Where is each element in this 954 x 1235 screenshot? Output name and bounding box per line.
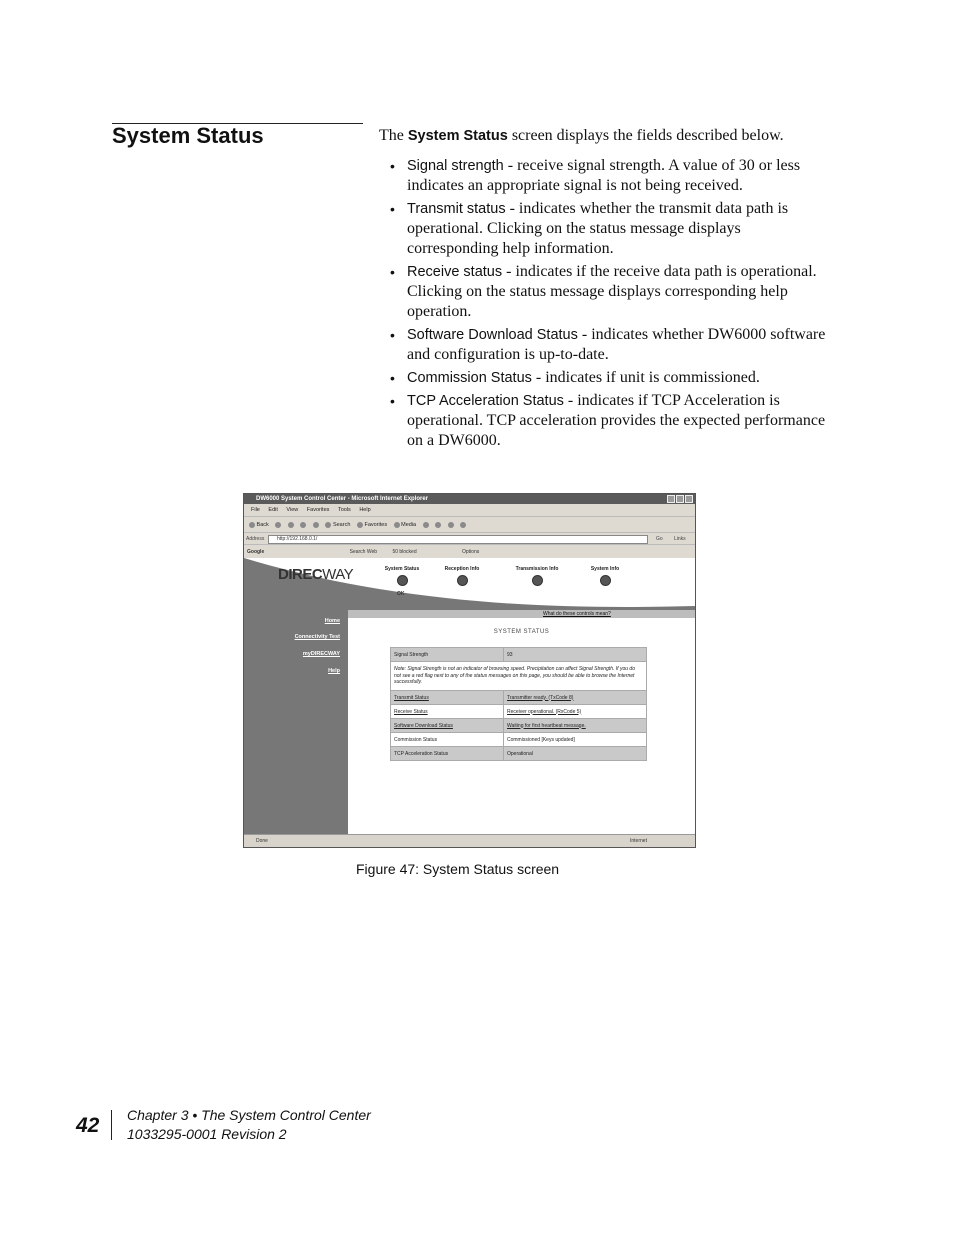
commission-status-label: Commission Status [391, 733, 504, 747]
search-button[interactable]: Search [332, 522, 351, 528]
nav-link-help[interactable]: Help [328, 668, 340, 674]
receive-status-value[interactable]: Receiver operational. (RxCode 5) [504, 705, 647, 719]
forward-icon[interactable] [275, 522, 281, 528]
nav-label: Reception Info [444, 566, 480, 572]
intro-term: System Status [407, 128, 508, 144]
nav-transmission-info[interactable] [507, 566, 567, 586]
field-description: - indicates whether DW6000 software and configuration is up-to-date. [407, 326, 826, 363]
google-toolbar [244, 544, 695, 559]
nav-system-status[interactable] [372, 566, 432, 586]
menu-edit[interactable]: Edit [268, 507, 278, 513]
favorites-icon[interactable] [357, 522, 363, 528]
help-link[interactable]: What do these controls mean? [543, 611, 611, 617]
page-banner [244, 558, 695, 610]
menu-view[interactable]: View [286, 507, 299, 513]
intro-paragraph [379, 126, 784, 146]
menu-help[interactable]: Help [359, 507, 371, 513]
transmit-status-label[interactable]: Transmit Status [391, 691, 504, 705]
table-row [391, 705, 647, 719]
home-icon[interactable] [313, 522, 319, 528]
signal-strength-value: 93 [504, 648, 647, 662]
field-term: Signal strength [407, 158, 504, 174]
bullet-dot: • [390, 201, 395, 217]
nav-label: System Info [590, 566, 620, 572]
field-description: - indicates if the receive data path is operational. Clicking on the status message displays corresponding help operation. [407, 263, 817, 320]
status-light-icon [397, 575, 408, 586]
receive-status-label[interactable]: Receive Status [391, 705, 504, 719]
menu-tools[interactable]: Tools [337, 507, 351, 513]
browser-toolbar [244, 516, 695, 533]
software-download-value[interactable]: Waiting for first heartbeat message. [504, 719, 647, 733]
table-row [391, 733, 647, 747]
list-item [390, 199, 835, 259]
search-web-button[interactable]: Search Web [349, 549, 378, 555]
bullet-dot: • [390, 370, 395, 386]
media-button[interactable]: Media [401, 522, 417, 528]
status-light-icon [600, 575, 611, 586]
table-row [391, 662, 647, 691]
field-term: Receive status [407, 264, 503, 280]
intro-before: The [379, 127, 408, 144]
back-icon[interactable] [249, 522, 255, 528]
address-input[interactable]: http://192.168.0.1/ [268, 535, 648, 544]
status-light-icon [532, 575, 543, 586]
left-nav [244, 610, 348, 834]
browser-statusbar [244, 834, 695, 848]
page-number: 42 [76, 1114, 100, 1137]
popup-blocked-count[interactable]: 50 blocked [392, 549, 417, 555]
list-item [390, 156, 835, 196]
field-term: Commission Status [407, 370, 532, 386]
logo-text-way: WAY [322, 566, 354, 583]
intro-after: screen displays the fields described below. [507, 127, 784, 144]
section-heading: System Status [112, 123, 264, 148]
page-title: SYSTEM STATUS [493, 629, 550, 635]
signal-strength-label: Signal Strength [391, 648, 504, 662]
list-item [390, 262, 835, 322]
mail-icon[interactable] [435, 522, 441, 528]
table-row [391, 648, 647, 662]
field-description: - indicates whether the transmit data path is operational. Clicking on the status message displays corresponding help information. [407, 200, 789, 257]
footer-chapter: Chapter 3 • The System Control Center [127, 1107, 371, 1123]
minimize-icon[interactable] [667, 495, 675, 503]
media-icon[interactable] [394, 522, 400, 528]
table-row [391, 719, 647, 733]
table-row [391, 691, 647, 705]
field-list [390, 156, 835, 454]
field-term: Transmit status [407, 201, 506, 217]
links-label[interactable]: Links [674, 536, 686, 542]
stop-icon[interactable] [288, 522, 294, 528]
address-label: Address [246, 536, 265, 542]
list-item [390, 325, 835, 365]
field-term: TCP Acceleration Status [407, 393, 564, 409]
nav-label: Transmission Info [515, 566, 559, 572]
window-title: DW6000 System Control Center - Microsoft Internet Explorer [256, 496, 429, 502]
menu-favorites[interactable]: Favorites [306, 507, 330, 513]
nav-reception-info[interactable] [432, 566, 492, 586]
maximize-icon[interactable] [676, 495, 684, 503]
help-strip [348, 610, 695, 618]
footer-doc-number: 1033295-0001 Revision 2 [127, 1126, 287, 1142]
edit-icon[interactable] [460, 522, 466, 528]
back-button[interactable]: Back [256, 522, 269, 528]
status-done: Done [256, 838, 268, 844]
field-description: - indicates if unit is commissioned. [531, 369, 760, 386]
web-page [244, 558, 695, 834]
bullet-dot: • [390, 393, 395, 409]
field-description: - receive signal strength. A value of 30 or less indicates an appropriate signal is not being received. [407, 157, 801, 194]
status-table [390, 647, 647, 761]
table-row [391, 747, 647, 761]
bullet-dot: • [390, 264, 395, 280]
figure-screenshot [243, 493, 696, 848]
signal-note: Note: Signal Strength is not an indicator of browsing speed. Precipitation can affect Signal Strength. If you do not see a red flag next to any of the status messages on this page, you should be able to browse the Internet successfully. [391, 662, 647, 691]
options-button[interactable]: Options [462, 549, 480, 555]
status-zone: Internet [630, 838, 647, 844]
logo-text-main: DIREC [278, 566, 323, 583]
ok-status-label: OK [397, 591, 405, 597]
status-light-icon [457, 575, 468, 586]
refresh-icon[interactable] [300, 522, 306, 528]
field-term: Software Download Status [407, 327, 578, 343]
direcway-logo [278, 566, 353, 583]
nav-label: System Status [384, 566, 420, 572]
figure-caption: Figure 47: System Status screen [356, 861, 560, 877]
google-logo: Google [247, 549, 265, 555]
transmit-status-value[interactable]: Transmitter ready. (TxCode 8) [504, 691, 647, 705]
nav-system-info[interactable] [575, 566, 635, 586]
favorites-button[interactable]: Favorites [364, 522, 388, 528]
search-icon[interactable] [325, 522, 331, 528]
tcp-acceleration-label: TCP Acceleration Status [391, 747, 504, 761]
tcp-acceleration-value: Operational [504, 747, 647, 761]
field-description: - indicates if TCP Acceleration is operational. TCP acceleration provides the expected performance on a DW6000. [407, 392, 826, 449]
footer-rule [111, 1110, 112, 1140]
go-button[interactable]: Go [656, 536, 663, 542]
bullet-dot: • [390, 327, 395, 343]
menu-bar [244, 504, 695, 516]
window-titlebar [244, 494, 695, 504]
list-item [390, 368, 835, 388]
nav-link-mydirecway[interactable]: myDIRECWAY [302, 651, 340, 657]
bullet-dot: • [390, 158, 395, 174]
nav-link-connectivity-test[interactable]: Connectivity Test [294, 634, 340, 640]
nav-link-home[interactable]: Home [324, 618, 340, 624]
print-icon[interactable] [448, 522, 454, 528]
list-item [390, 391, 835, 451]
software-download-label[interactable]: Software Download Status [391, 719, 504, 733]
menu-file[interactable]: File [251, 507, 260, 513]
close-icon[interactable] [685, 495, 693, 503]
history-icon[interactable] [423, 522, 429, 528]
commission-status-value: Commissioned [Keys updated] [504, 733, 647, 747]
